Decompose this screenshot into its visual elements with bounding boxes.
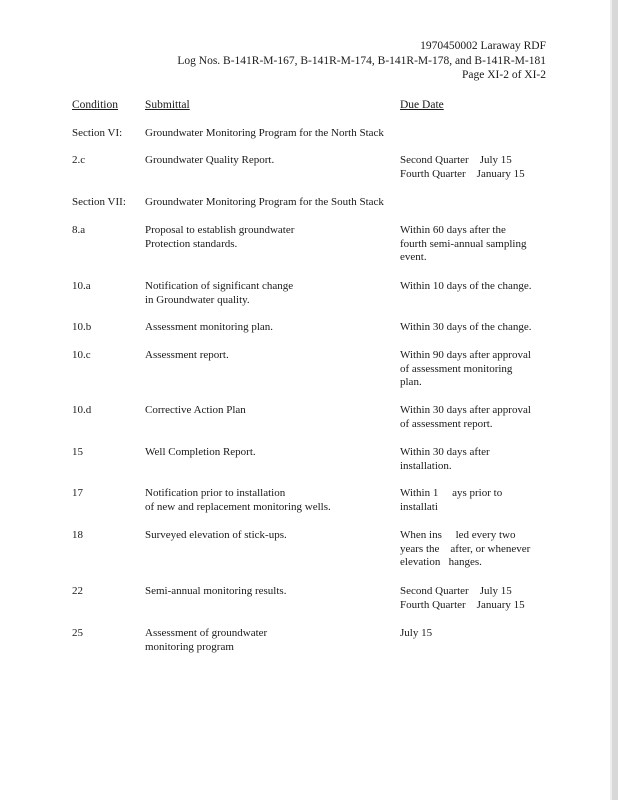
header-page-number: Page XI-2 of XI-2	[462, 69, 546, 81]
column-header-condition: Condition	[72, 99, 119, 111]
due-date-cell	[400, 321, 550, 335]
due-date-line: Within 30 days after approval	[400, 404, 531, 416]
due-date-cell	[400, 224, 550, 265]
due-date-line: Second Quarter July 15	[400, 585, 512, 597]
submittal-line: Proposal to establish groundwater	[145, 224, 295, 236]
due-date-line: Within 90 days after approval	[400, 349, 531, 361]
submittal-cell	[145, 280, 380, 307]
submittal-line: Corrective Action Plan	[145, 404, 246, 416]
due-date-line: Within 60 days after the	[400, 224, 506, 236]
header-id-facility: 1970450002 Laraway RDF	[420, 40, 546, 52]
due-date-line: of assessment monitoring	[400, 362, 513, 375]
due-date-cell	[400, 404, 550, 431]
due-date-cell	[400, 280, 550, 294]
due-date-line: Second Quarter July 15	[400, 154, 512, 166]
condition-cell: 8.a	[72, 224, 86, 236]
submittal-line: Notification prior to installation	[145, 487, 286, 499]
condition-cell: 22	[72, 585, 83, 597]
due-date-line: plan.	[400, 376, 422, 388]
due-date-line: of assessment report.	[400, 417, 493, 430]
condition-cell: 10.a	[72, 280, 91, 292]
submittal-cell	[145, 154, 380, 168]
submittal-line: monitoring program	[145, 640, 234, 653]
due-date-cell	[400, 529, 550, 570]
submittal-cell	[145, 349, 380, 363]
section-title: Groundwater Monitoring Program for the South Stack	[145, 196, 384, 208]
due-date-line: When ins led every two	[400, 529, 516, 541]
due-date-line: installation.	[400, 459, 452, 472]
due-date-cell	[400, 585, 550, 612]
section-label: Section VII:	[72, 196, 126, 208]
due-date-cell	[400, 446, 550, 473]
submittal-cell	[145, 585, 380, 599]
due-date-line: Within 10 days of the change.	[400, 280, 532, 292]
submittal-line: Notification of significant change	[145, 280, 294, 292]
scan-edge	[612, 0, 618, 800]
due-date-line: fourth semi-annual sampling	[400, 237, 527, 250]
submittal-cell	[145, 529, 380, 543]
submittal-cell	[145, 446, 380, 460]
due-date-line: elevation hanges.	[400, 556, 482, 568]
due-date-line: event.	[400, 251, 427, 263]
due-date-cell	[400, 627, 550, 641]
condition-cell: 17	[72, 487, 83, 499]
due-date-line: July 15	[400, 627, 433, 639]
due-date-line: installati	[400, 500, 438, 513]
submittal-line: Assessment of groundwater	[145, 627, 268, 639]
column-header-submittal: Submittal	[145, 99, 190, 111]
due-date-cell	[400, 154, 550, 181]
due-date-line: Fourth Quarter January 15	[400, 598, 525, 611]
section-title: Groundwater Monitoring Program for the North Stack	[145, 127, 384, 139]
submittal-line: Surveyed elevation of stick-ups.	[145, 529, 287, 541]
submittal-cell	[145, 404, 380, 418]
due-date-cell	[400, 349, 550, 390]
scan-edge-shadow	[610, 0, 612, 800]
submittal-line: of new and replacement monitoring wells.	[145, 500, 331, 513]
due-date-line: Within 30 days of the change.	[400, 321, 532, 333]
condition-cell: 2.c	[72, 154, 86, 166]
submittal-line: Assessment monitoring plan.	[145, 321, 274, 333]
condition-cell: 15	[72, 446, 83, 458]
condition-cell: 18	[72, 529, 83, 541]
due-date-line: Fourth Quarter January 15	[400, 167, 525, 180]
header-log-numbers: Log Nos. B-141R-M-167, B-141R-M-174, B-141R-M-178, and B-141R-M-181	[177, 55, 546, 67]
due-date-line: Within 1 ays prior to	[400, 487, 503, 499]
submittal-line: Well Completion Report.	[145, 446, 256, 458]
due-date-cell	[400, 487, 550, 514]
submittal-cell	[145, 487, 380, 514]
submittal-line: in Groundwater quality.	[145, 293, 250, 306]
due-date-line: years the after, or whenever	[400, 542, 531, 555]
submittal-cell	[145, 224, 380, 251]
submittal-line: Protection standards.	[145, 237, 238, 250]
due-date-line: Within 30 days after	[400, 446, 490, 458]
condition-cell: 25	[72, 627, 83, 639]
condition-cell: 10.b	[72, 321, 92, 333]
condition-cell: 10.d	[72, 404, 92, 416]
submittal-cell	[145, 321, 380, 335]
submittal-cell	[145, 627, 380, 654]
column-header-due-date: Due Date	[400, 99, 444, 111]
submittal-line: Assessment report.	[145, 349, 229, 361]
submittal-line: Semi-annual monitoring results.	[145, 585, 287, 597]
condition-cell: 10.c	[72, 349, 91, 361]
submittal-line: Groundwater Quality Report.	[145, 154, 275, 166]
section-label: Section VI:	[72, 127, 123, 139]
